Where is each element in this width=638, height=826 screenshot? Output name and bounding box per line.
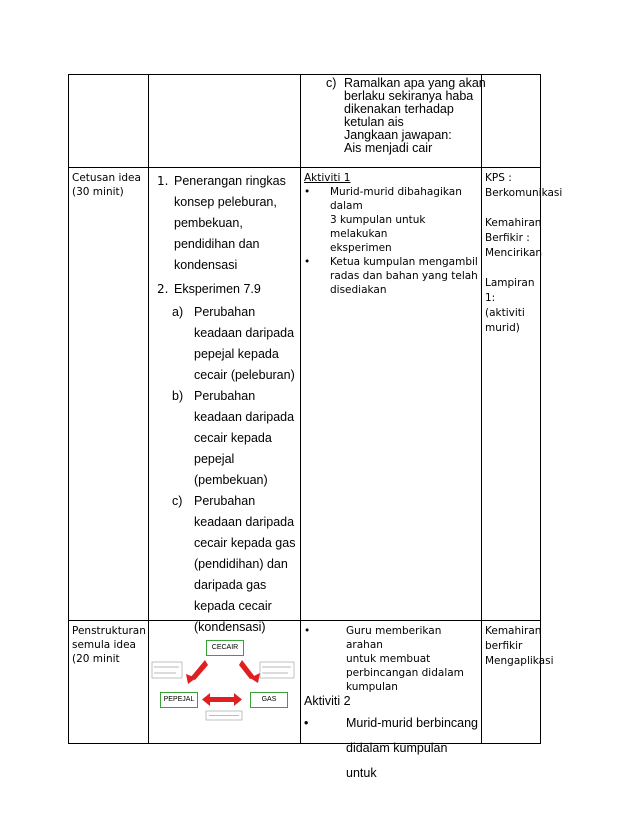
note-line: Mengaplikasi (485, 655, 554, 667)
text-line: Perubahan (194, 305, 256, 319)
activity-bullet (304, 711, 480, 786)
row2-stage-cell (72, 624, 148, 666)
stage-name: Cetusan idea (72, 172, 141, 184)
text-line: Jangkaan jawapan: (344, 128, 452, 142)
row2-notes-cell (485, 624, 554, 669)
text-line: radas dan bahan yang telah (330, 270, 478, 282)
activity-title: Aktiviti 2 (304, 694, 351, 708)
row0-text (344, 77, 486, 155)
text-line: keadaan daripada (194, 515, 295, 529)
sub-marker: b) (172, 389, 184, 403)
text-line: • Murid-murid dibahagikan dalam (330, 186, 462, 212)
activity-bullet (304, 185, 480, 255)
text-line: pendidihan dan (174, 237, 260, 251)
text-line: Ramalkan apa yang akan (344, 76, 486, 90)
item-number: 2. (157, 282, 169, 296)
text-line: ketulan ais (344, 115, 404, 129)
activity-bullet (304, 624, 480, 694)
state-change-diagram (150, 634, 298, 734)
text-line: 3 kumpulan untuk melakukan (330, 214, 426, 240)
row1-content-cell (152, 171, 298, 638)
row-divider-2 (68, 620, 541, 621)
stage-name: Penstrukturan (72, 625, 146, 637)
column-divider-2 (300, 74, 301, 744)
stage-name: semula idea (72, 639, 136, 651)
note-line: berfikir (485, 640, 523, 652)
note-line: Kemahiran (485, 217, 542, 229)
note-line: Lampiran 1: (485, 277, 535, 304)
text-line: didalam kumpulan untuk (346, 741, 448, 780)
text-line: pembekuan, (174, 216, 243, 230)
row-divider-1 (68, 167, 541, 168)
stage-duration: (20 minit (72, 653, 120, 665)
text-line: kondensasi (174, 258, 238, 272)
experiment-title: Eksperimen 7.9 (174, 282, 261, 296)
note-line: Berfikir : (485, 232, 530, 244)
content-item-1 (152, 171, 298, 276)
cecair-box: CECAIR (206, 640, 244, 656)
text-line: eksperimen (330, 242, 392, 254)
sub-item-c (152, 491, 298, 638)
activity-title: Aktiviti 1 (304, 172, 351, 184)
row1-notes-cell (485, 171, 563, 336)
text-line: Penerangan ringkas (174, 174, 286, 188)
text-line: (pembekuan) (194, 473, 268, 487)
text-line: keadaan daripada (194, 326, 295, 340)
column-divider-3 (481, 74, 482, 744)
lesson-plan-table (68, 74, 563, 780)
text-line: Perubahan (194, 389, 256, 403)
sub-marker: a) (172, 305, 184, 319)
text-line: kepada cecair (194, 599, 272, 613)
table-border-top (68, 74, 541, 75)
note-spacer (485, 261, 540, 276)
text-line: perbincangan didalam (346, 667, 464, 679)
text-line: • Murid-murid berbincang (346, 716, 479, 730)
text-line: daripada gas (194, 578, 267, 592)
text-line: dikenakan terhadap (344, 102, 454, 116)
item-number: 1. (157, 174, 169, 188)
arrow-icon (239, 660, 255, 679)
gas-box: GAS (250, 692, 288, 708)
text-line: (kondensasi) (194, 620, 266, 634)
activity-bullet (304, 255, 480, 297)
sub-item-a (152, 302, 298, 386)
text-line: kumpulan (346, 681, 398, 693)
note-line: Berkomunikasi (485, 187, 563, 199)
text-line: pepejal kepada (194, 347, 279, 361)
text-line: cecair (peleburan) (194, 368, 295, 382)
text-line: untuk membuat (346, 653, 431, 665)
note-spacer (485, 201, 540, 216)
text-line: disediakan (330, 284, 387, 296)
content-item-2 (152, 279, 298, 300)
text-line: • Guru memberikan arahan (346, 625, 442, 651)
note-line: (aktiviti murid) (485, 307, 525, 334)
sub-item-b (152, 386, 298, 491)
text-line: Perubahan (194, 494, 256, 508)
sub-marker: c) (172, 494, 183, 508)
row1-stage-cell (72, 171, 146, 199)
text-line: cecair kepada gas (194, 536, 296, 550)
arrow-icon (206, 697, 238, 702)
text-line: cecair kepada (194, 431, 272, 445)
stage-duration: (30 minit) (72, 186, 124, 198)
note-line: KPS : (485, 172, 512, 184)
text-line: konsep peleburan, (174, 195, 277, 209)
note-line: Kemahiran (485, 625, 542, 637)
column-divider-1 (148, 74, 149, 744)
row2-activity-cell (304, 624, 480, 786)
text-line: Ais menjadi cair (344, 141, 433, 155)
row1-activity-cell (304, 171, 480, 297)
column-divider-4 (540, 74, 541, 744)
text-line: berlaku sekiranya haba (344, 89, 474, 103)
text-line: (pendidihan) dan (194, 557, 288, 571)
text-line: pepejal (194, 452, 235, 466)
text-line: keadaan daripada (194, 410, 295, 424)
column-divider-0 (68, 74, 69, 744)
pepejal-box: PEPEJAL (160, 692, 198, 708)
note-line: Mencirikan (485, 247, 543, 259)
item-marker: c) (326, 76, 337, 90)
text-line: • Ketua kumpulan mengambil (330, 256, 478, 268)
